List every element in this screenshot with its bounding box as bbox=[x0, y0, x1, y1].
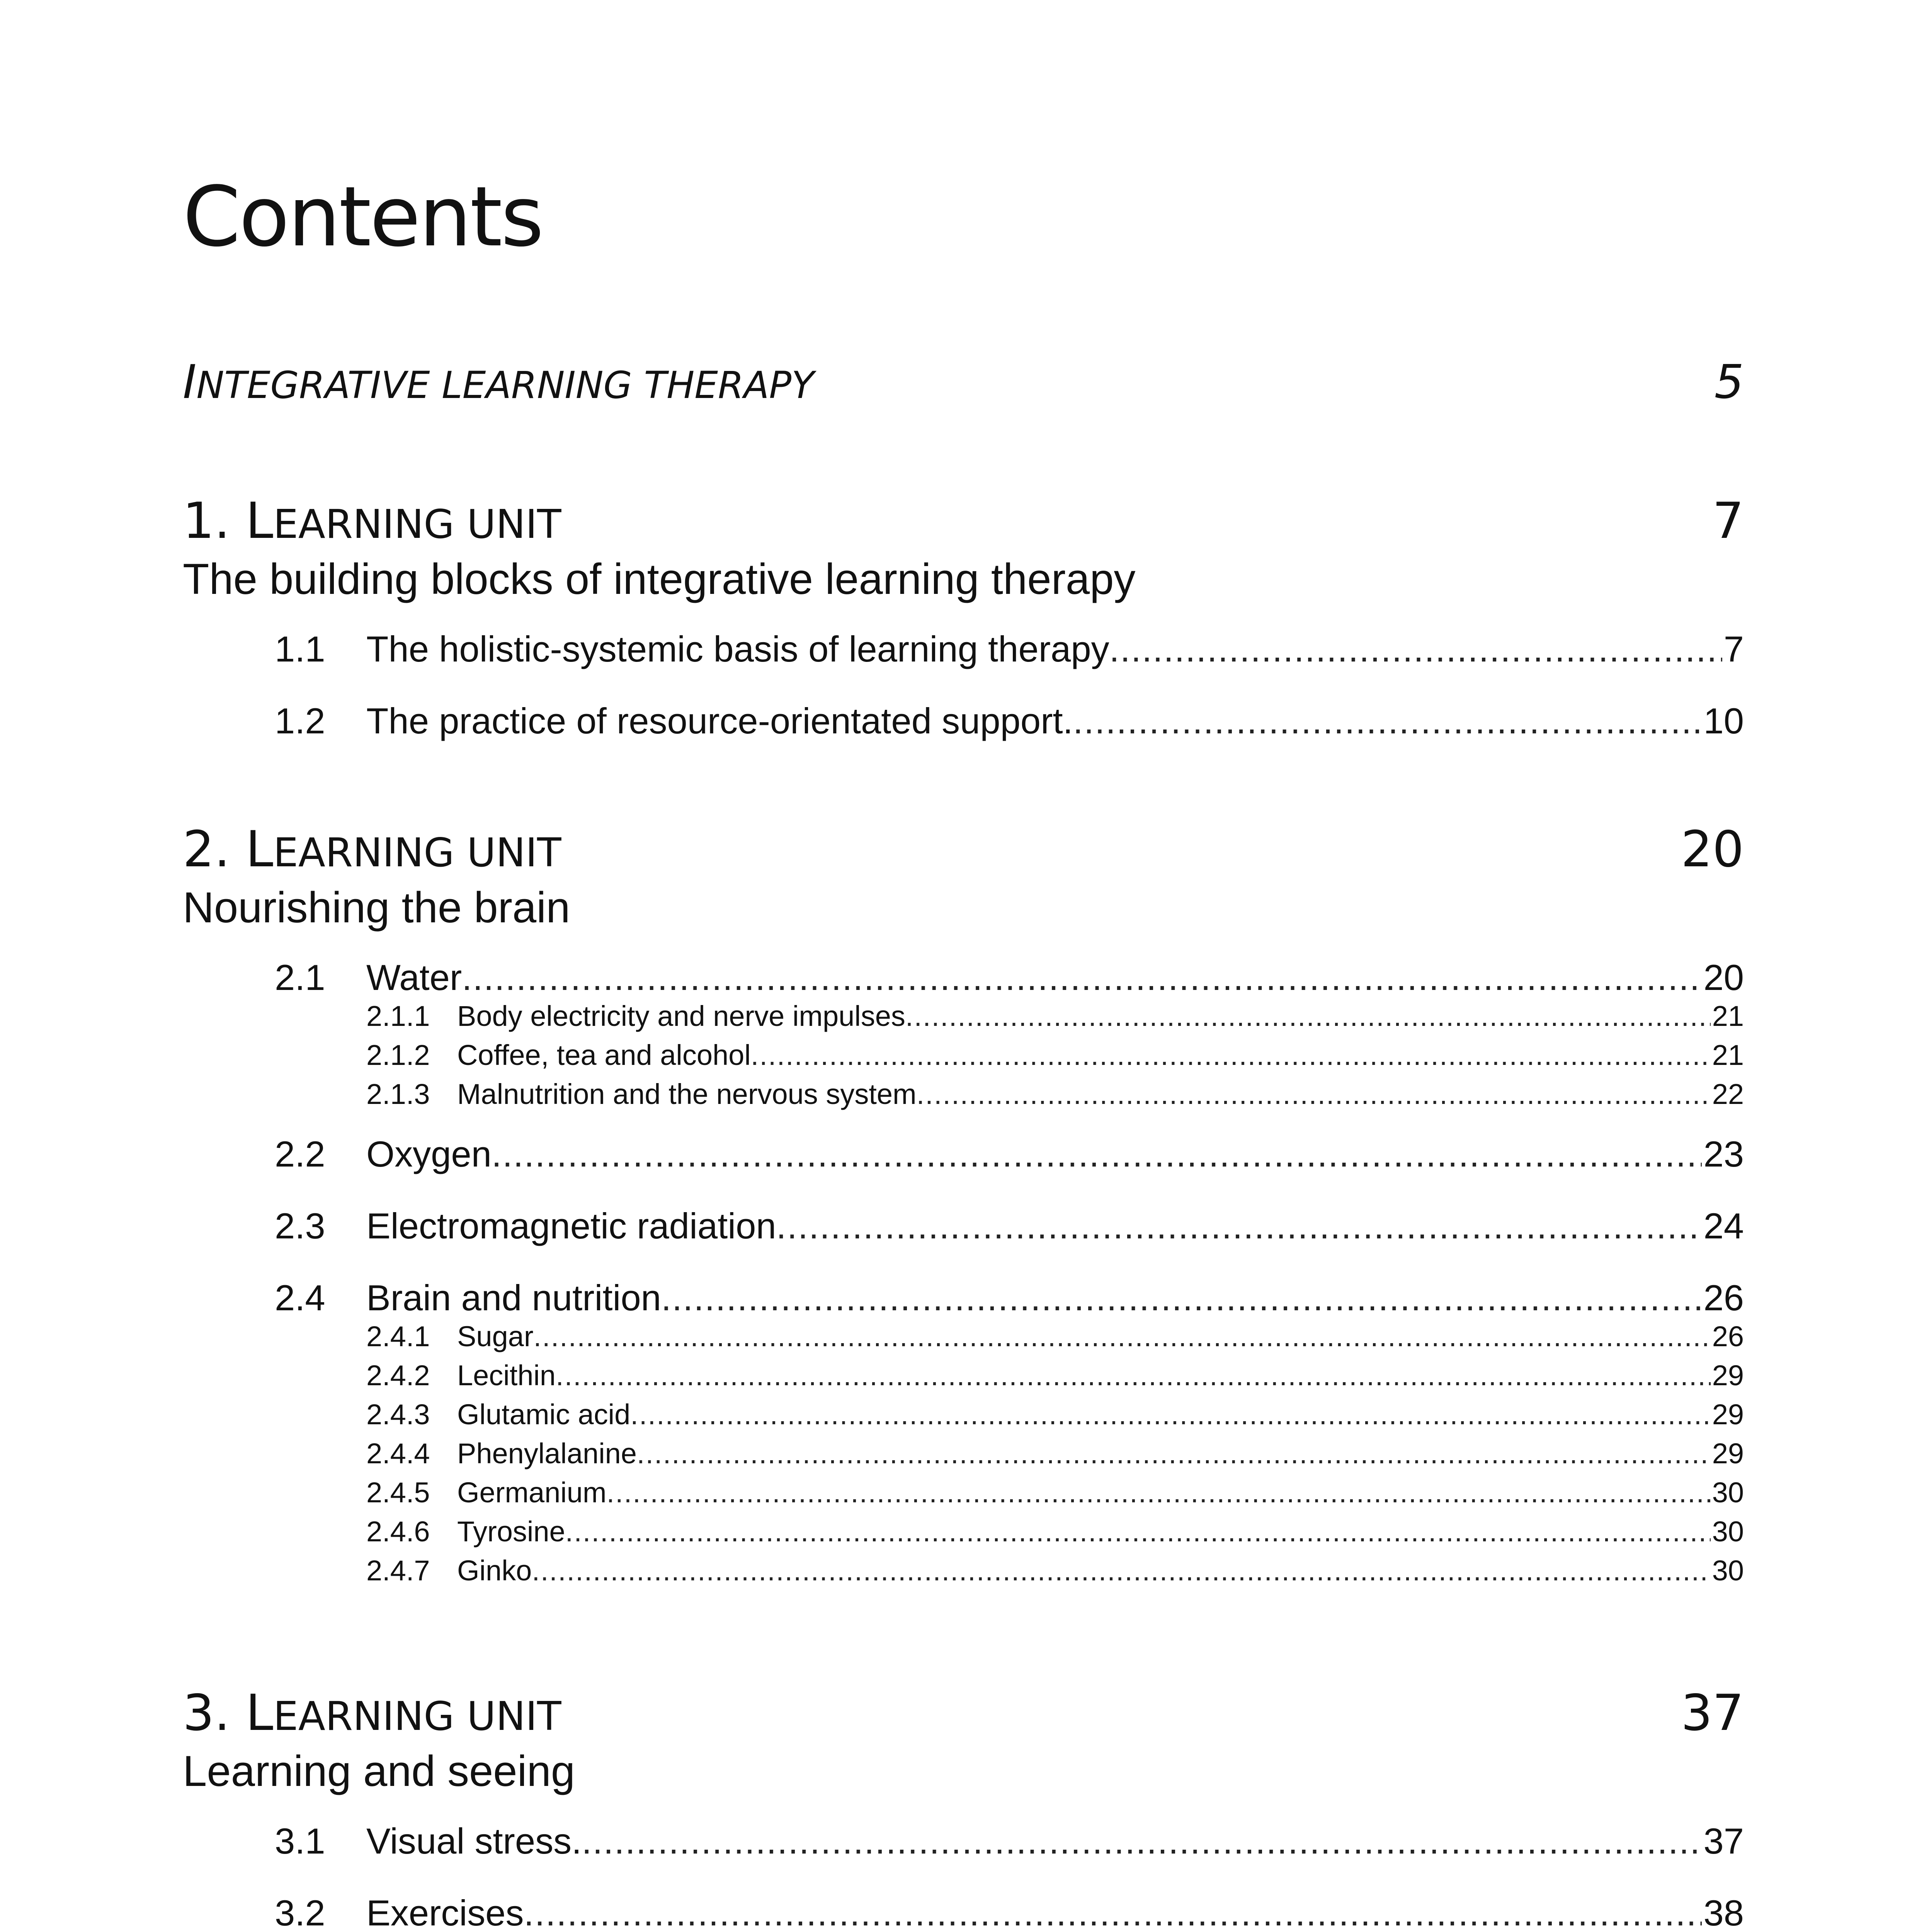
subentry-label: Body electricity and nerve impulses bbox=[457, 1000, 905, 1032]
subentry-number: 2.1.3 bbox=[366, 1078, 430, 1110]
subentry-number: 2.4.2 bbox=[366, 1359, 430, 1391]
entry-number: 2.2 bbox=[275, 1134, 325, 1174]
dot-leader bbox=[1109, 631, 1722, 667]
dot-leader bbox=[582, 1823, 1702, 1859]
subentry-number: 2.4.5 bbox=[366, 1476, 430, 1509]
toc-subentry[interactable] bbox=[183, 1517, 1744, 1556]
dot-leader bbox=[533, 1322, 1710, 1351]
subentry-number: 2.4.1 bbox=[366, 1320, 430, 1352]
entry-label: The practice of resource-orientated support. bbox=[366, 701, 1073, 741]
unit-page: 7 bbox=[1712, 492, 1744, 550]
subentry-page: 22 bbox=[1712, 1078, 1744, 1110]
dot-leader bbox=[917, 1080, 1711, 1109]
subentry-label: Malnutrition and the nervous system bbox=[457, 1078, 917, 1110]
entry-number: 1.2 bbox=[275, 701, 325, 741]
unit-number: 2. L bbox=[183, 821, 274, 878]
unit-heading[interactable] bbox=[183, 492, 1744, 554]
subentry-number: 2.4.6 bbox=[366, 1515, 430, 1548]
subentry-page: 21 bbox=[1712, 1039, 1744, 1071]
toc-entry[interactable] bbox=[183, 1136, 1744, 1208]
entry-page: 26 bbox=[1703, 1277, 1744, 1318]
toc-intro-page: 5 bbox=[1714, 355, 1744, 409]
toc-subentry[interactable] bbox=[183, 1041, 1744, 1080]
subentry-page: 21 bbox=[1712, 1000, 1744, 1032]
learning-unit-2 bbox=[183, 821, 1744, 1595]
learning-unit-3 bbox=[183, 1684, 1744, 1932]
toc-entry[interactable] bbox=[183, 1823, 1744, 1895]
dot-leader bbox=[661, 1280, 1702, 1316]
toc-subentry[interactable] bbox=[183, 1361, 1744, 1400]
entry-label: The holistic-systemic basis of learning therapy bbox=[366, 629, 1109, 669]
subentry-number: 2.4.3 bbox=[366, 1398, 430, 1430]
intro-rest: NTEGRATIVE LEARNING THERAPY bbox=[196, 364, 814, 407]
unit-word: EARNING UNIT bbox=[273, 502, 561, 548]
subentry-number: 2.4.7 bbox=[366, 1554, 430, 1587]
toc-subentry[interactable] bbox=[183, 1080, 1744, 1136]
entry-number: 2.4 bbox=[275, 1277, 325, 1318]
unit-heading[interactable] bbox=[183, 1684, 1744, 1747]
subentry-label: Tyrosine bbox=[457, 1515, 565, 1548]
entry-label: Exercises bbox=[366, 1893, 524, 1932]
toc-entry[interactable] bbox=[183, 1208, 1744, 1280]
toc-entry[interactable] bbox=[183, 631, 1744, 703]
subentry-label: Lecithin bbox=[457, 1359, 556, 1391]
entry-page: 7 bbox=[1723, 629, 1744, 669]
toc-entry[interactable] bbox=[183, 703, 1744, 775]
dot-leader bbox=[630, 1400, 1710, 1429]
entry-label: Oxygen bbox=[366, 1134, 492, 1174]
subentry-label: Germanium bbox=[457, 1476, 607, 1509]
subentry-page: 26 bbox=[1712, 1320, 1744, 1352]
toc-subentry[interactable] bbox=[183, 1400, 1744, 1439]
page-title: Contents bbox=[183, 169, 543, 265]
learning-unit-1 bbox=[183, 492, 1744, 775]
unit-page: 37 bbox=[1681, 1684, 1744, 1742]
dot-leader bbox=[776, 1208, 1702, 1244]
toc-subentry[interactable] bbox=[183, 1322, 1744, 1361]
subentry-page: 29 bbox=[1712, 1359, 1744, 1391]
dot-leader bbox=[462, 959, 1702, 996]
unit-page: 20 bbox=[1681, 821, 1744, 878]
unit-heading-label bbox=[183, 1684, 561, 1742]
subentry-page: 29 bbox=[1712, 1398, 1744, 1430]
subentry-page: 30 bbox=[1712, 1554, 1744, 1587]
intro-initial: I bbox=[183, 355, 197, 409]
unit-number: 3. L bbox=[183, 1684, 274, 1742]
subentry-page: 29 bbox=[1712, 1437, 1744, 1469]
subentry-number: 2.1.1 bbox=[366, 1000, 430, 1032]
dot-leader bbox=[565, 1517, 1711, 1546]
entry-label: Brain and nutrition bbox=[366, 1277, 661, 1318]
toc-intro-label bbox=[183, 355, 814, 409]
unit-number: 1. L bbox=[183, 492, 274, 550]
entry-page: 24 bbox=[1703, 1206, 1744, 1246]
subentry-number: 2.1.2 bbox=[366, 1039, 430, 1071]
entry-page: 23 bbox=[1703, 1134, 1744, 1174]
entry-number: 1.1 bbox=[275, 629, 325, 669]
subentry-page: 30 bbox=[1712, 1515, 1744, 1548]
subentry-label: Glutamic acid bbox=[457, 1398, 631, 1430]
unit-word: EARNING UNIT bbox=[273, 830, 561, 876]
unit-word: EARNING UNIT bbox=[273, 1694, 561, 1740]
subentry-label: Sugar bbox=[457, 1320, 534, 1352]
unit-subtitle: Learning and seeing bbox=[183, 1747, 575, 1795]
entry-label: Electromagnetic radiation bbox=[366, 1206, 776, 1246]
dot-leader bbox=[1073, 703, 1702, 739]
dot-leader bbox=[532, 1556, 1710, 1585]
entry-page: 38 bbox=[1703, 1893, 1744, 1932]
entry-number: 3.2 bbox=[275, 1893, 325, 1932]
toc-entry[interactable] bbox=[183, 1895, 1744, 1932]
unit-subtitle: The building blocks of integrative learning therapy bbox=[183, 555, 1136, 603]
dot-leader bbox=[492, 1136, 1702, 1172]
subentry-label: Ginko bbox=[457, 1554, 532, 1587]
subentry-label: Phenylalanine bbox=[457, 1437, 637, 1469]
entry-label: Visual stress. bbox=[366, 1821, 582, 1861]
dot-leader bbox=[607, 1478, 1711, 1507]
entry-number: 2.1 bbox=[275, 957, 325, 998]
dot-leader bbox=[637, 1439, 1711, 1468]
unit-heading[interactable] bbox=[183, 821, 1744, 883]
dot-leader bbox=[524, 1895, 1702, 1931]
unit-heading-label bbox=[183, 821, 561, 878]
unit-heading-label bbox=[183, 492, 561, 550]
entry-label: Water bbox=[366, 957, 462, 998]
toc-subentry[interactable] bbox=[183, 1478, 1744, 1517]
subentry-page: 30 bbox=[1712, 1476, 1744, 1509]
toc-subentry[interactable] bbox=[183, 1556, 1744, 1595]
dot-leader bbox=[751, 1041, 1711, 1070]
entry-page: 10 bbox=[1703, 701, 1744, 741]
entry-page: 20 bbox=[1703, 957, 1744, 998]
subentry-label: Coffee, tea and alcohol bbox=[457, 1039, 751, 1071]
entry-page: 37 bbox=[1703, 1821, 1744, 1861]
dot-leader bbox=[905, 1002, 1711, 1031]
toc-subentry[interactable] bbox=[183, 1439, 1744, 1478]
toc-subentry[interactable] bbox=[183, 1002, 1744, 1041]
entry-number: 2.3 bbox=[275, 1206, 325, 1246]
entry-number: 3.1 bbox=[275, 1821, 325, 1861]
dot-leader bbox=[556, 1361, 1711, 1390]
unit-subtitle: Nourishing the brain bbox=[183, 883, 570, 932]
subentry-number: 2.4.4 bbox=[366, 1437, 430, 1469]
